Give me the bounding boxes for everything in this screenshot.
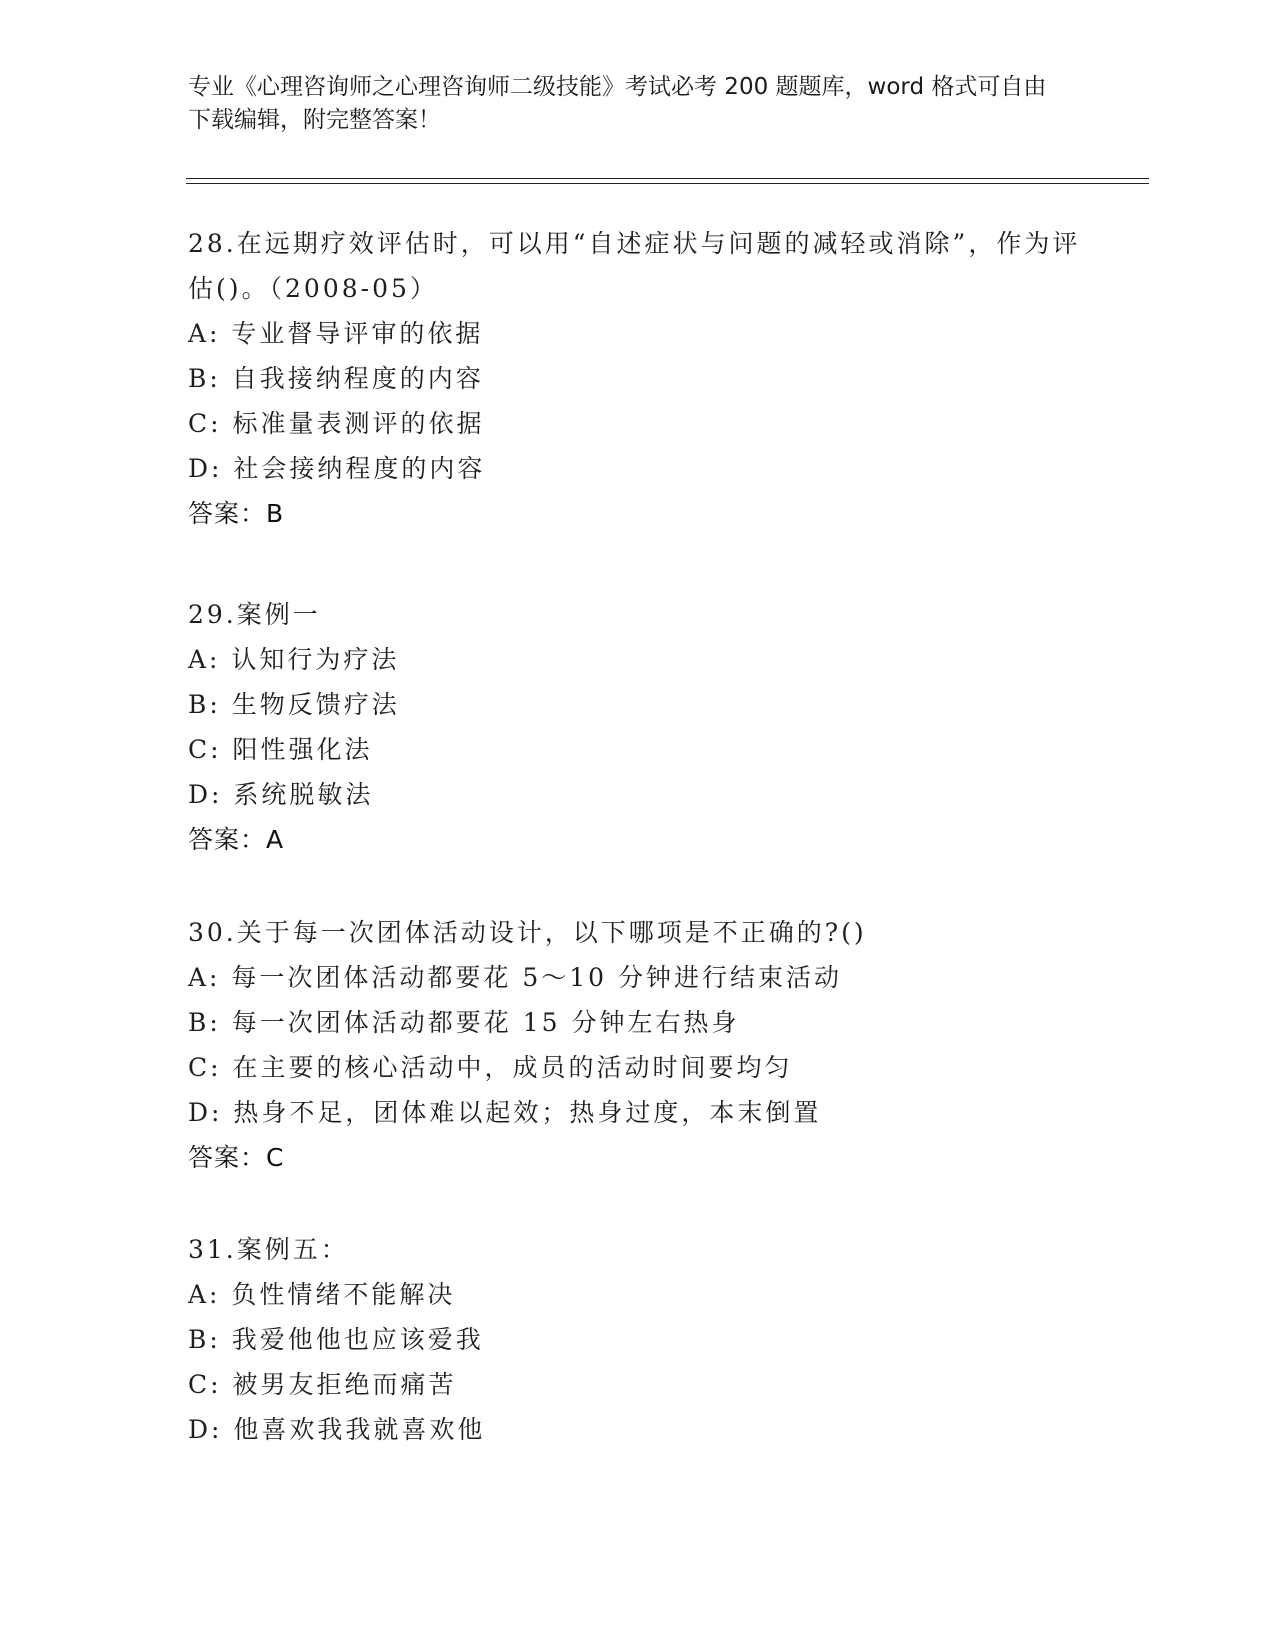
option-b: B: 自我接纳程度的内容 <box>188 364 484 393</box>
option-c: C: 阳性强化法 <box>188 735 373 764</box>
document-header: 专业《心理咨询师之心理咨询师二级技能》考试必考 200 题题库，word 格式可自由下载编辑，附完整答案！ <box>188 74 1047 133</box>
header-divider-top <box>186 178 1149 179</box>
option-a: A: 负性情绪不能解决 <box>188 1280 456 1309</box>
option-d: D: 社会接纳程度的内容 <box>188 454 486 483</box>
option-a: A: 专业督导评审的依据 <box>188 319 484 348</box>
option-c: C: 被男友拒绝而痛苦 <box>188 1370 457 1399</box>
option-c: C: 在主要的核心活动中，成员的活动时间要均匀 <box>188 1053 793 1082</box>
question-29 <box>188 592 1088 862</box>
option-d: D: 他喜欢我我就喜欢他 <box>188 1415 486 1444</box>
question-31 <box>188 1227 1088 1452</box>
answer-label: 答案：C <box>188 1143 285 1172</box>
question-stem: 30.关于每一次团体活动设计，以下哪项是不正确的?() <box>188 918 867 947</box>
question-28 <box>188 221 1088 536</box>
question-stem: 31.案例五： <box>188 1235 349 1264</box>
question-30 <box>188 910 1088 1180</box>
option-b: B: 我爱他他也应该爱我 <box>188 1325 484 1354</box>
option-b: B: 每一次团体活动都要花 15 分钟左右热身 <box>188 1008 740 1037</box>
option-d: D: 热身不足，团体难以起效；热身过度，本末倒置 <box>188 1098 822 1127</box>
question-stem: 29.案例一 <box>188 600 321 629</box>
option-a: A: 认知行为疗法 <box>188 645 400 674</box>
question-stem: 28.在远期疗效评估时，可以用“自述症状与问题的减轻或消除”，作为评估()。（2008-05） <box>188 229 1081 303</box>
option-a: A: 每一次团体活动都要花 5～10 分钟进行结束活动 <box>188 963 843 992</box>
option-d: D: 系统脱敏法 <box>188 780 374 809</box>
option-b: B: 生物反馈疗法 <box>188 690 400 719</box>
header-divider-bottom <box>186 183 1149 184</box>
answer-label: 答案：B <box>188 499 285 528</box>
option-c: C: 标准量表测评的依据 <box>188 409 485 438</box>
answer-label: 答案：A <box>188 825 285 854</box>
